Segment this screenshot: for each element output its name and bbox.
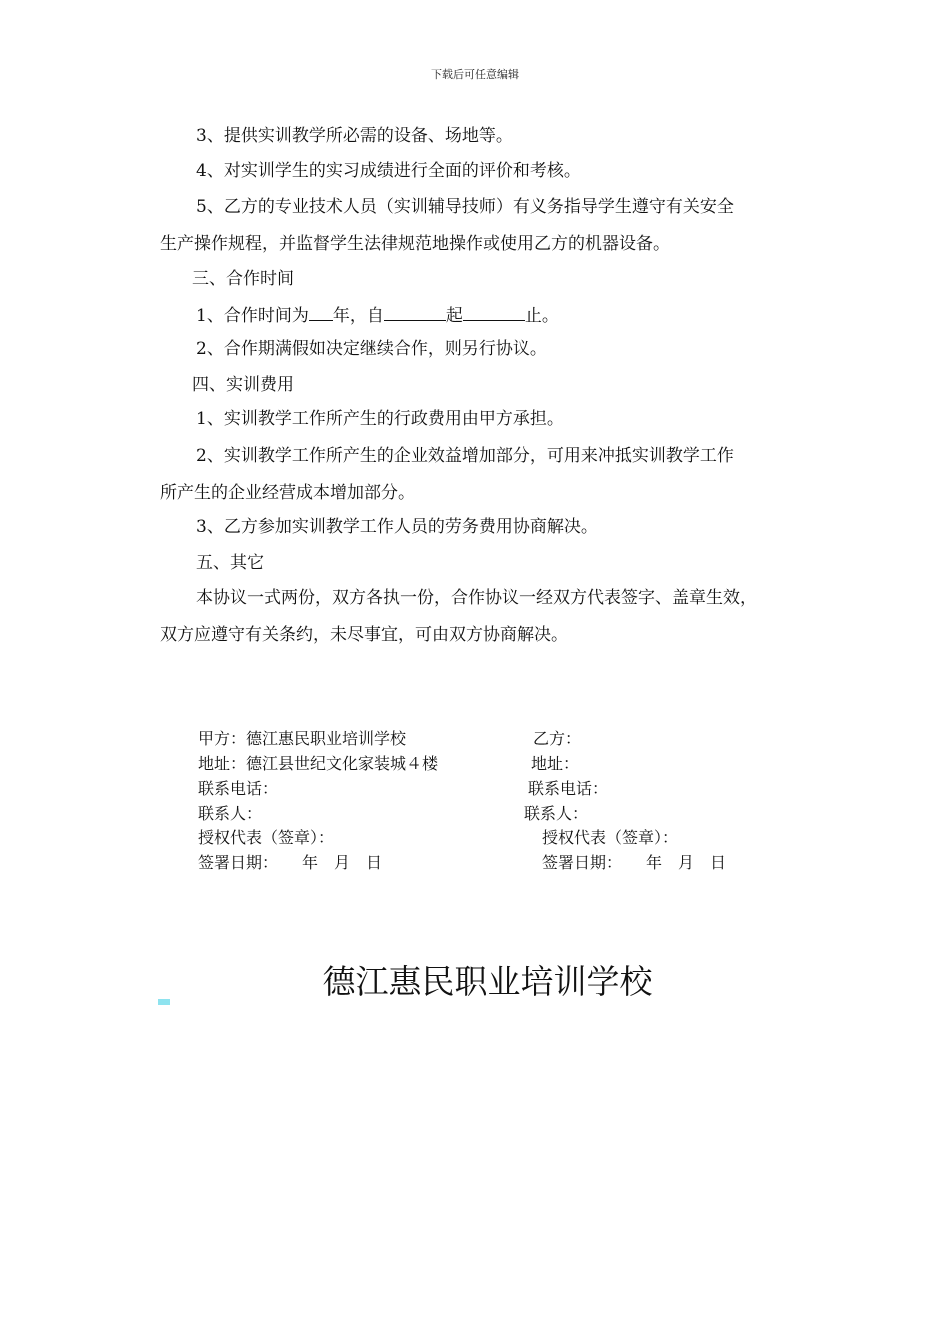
time-clause-prefix: 1、合作时间为 [196, 306, 309, 326]
fee-clause-2-line-1: 2、实训教学工作所产生的企业效益增加部分，可用来冲抵实训教学工作 [196, 446, 734, 466]
clause-5-line-1: 5、乙方的专业技术人员（实训辅导技师）有义务指导学生遵守有关安全 [196, 197, 734, 217]
fee-clause-1: 1、实训教学工作所产生的行政费用由甲方承担。 [196, 409, 564, 429]
time-clause-1 [196, 303, 559, 327]
time-clause-from: 起 [445, 306, 463, 326]
other-clause-line-2: 双方应遵守有关条约，未尽事宜，可由双方协商解决。 [160, 625, 568, 645]
section-5-heading: 五、其它 [196, 553, 264, 573]
clause-3: 3、提供实训教学所必需的设备、场地等。 [196, 126, 513, 146]
school-title: 德江惠民职业培训学校 [322, 962, 653, 1001]
party-b-address: 地址： [531, 754, 580, 773]
party-b-name: 乙方： [533, 729, 582, 748]
time-clause-2: 2、合作期满假如决定继续合作，则另行协议。 [196, 339, 547, 359]
party-a-sign-date: 签署日期： 年 月 日 [198, 853, 383, 872]
party-b-phone: 联系电话： [528, 779, 609, 798]
party-a-contact: 联系人： [198, 804, 263, 823]
party-b-sign-date: 签署日期： 年 月 日 [542, 853, 727, 872]
cursor-marker [158, 999, 170, 1005]
party-a-representative: 授权代表（签章）： [198, 828, 335, 847]
party-a-address: 地址：德江县世纪文化家装城４楼 [198, 754, 439, 773]
page-header: 下载后可任意编辑 [431, 68, 519, 81]
party-b-contact: 联系人： [524, 804, 589, 823]
party-a-name: 甲方：德江惠民职业培训学校 [198, 729, 407, 748]
other-clause-line-1: 本协议一式两份，双方各执一份，合作协议一经双方代表签字、盖章生效， [196, 588, 757, 608]
party-b-representative: 授权代表（签章）： [542, 828, 679, 847]
start-date-blank[interactable] [384, 303, 446, 321]
time-clause-year: 年，自 [332, 306, 384, 326]
years-blank[interactable] [309, 303, 333, 321]
clause-4: 4、对实训学生的实习成绩进行全面的评价和考核。 [196, 161, 581, 181]
party-a-phone: 联系电话： [198, 779, 279, 798]
section-3-heading: 三、合作时间 [192, 269, 294, 289]
fee-clause-3: 3、乙方参加实训教学工作人员的劳务费用协商解决。 [196, 517, 598, 537]
section-4-heading: 四、实训费用 [192, 375, 294, 395]
time-clause-to: 止。 [524, 306, 559, 326]
fee-clause-2-line-2: 所产生的企业经营成本增加部分。 [160, 483, 415, 503]
clause-5-line-2: 生产操作规程，并监督学生法律规范地操作或使用乙方的机器设备。 [160, 234, 670, 254]
end-date-blank[interactable] [463, 303, 525, 321]
